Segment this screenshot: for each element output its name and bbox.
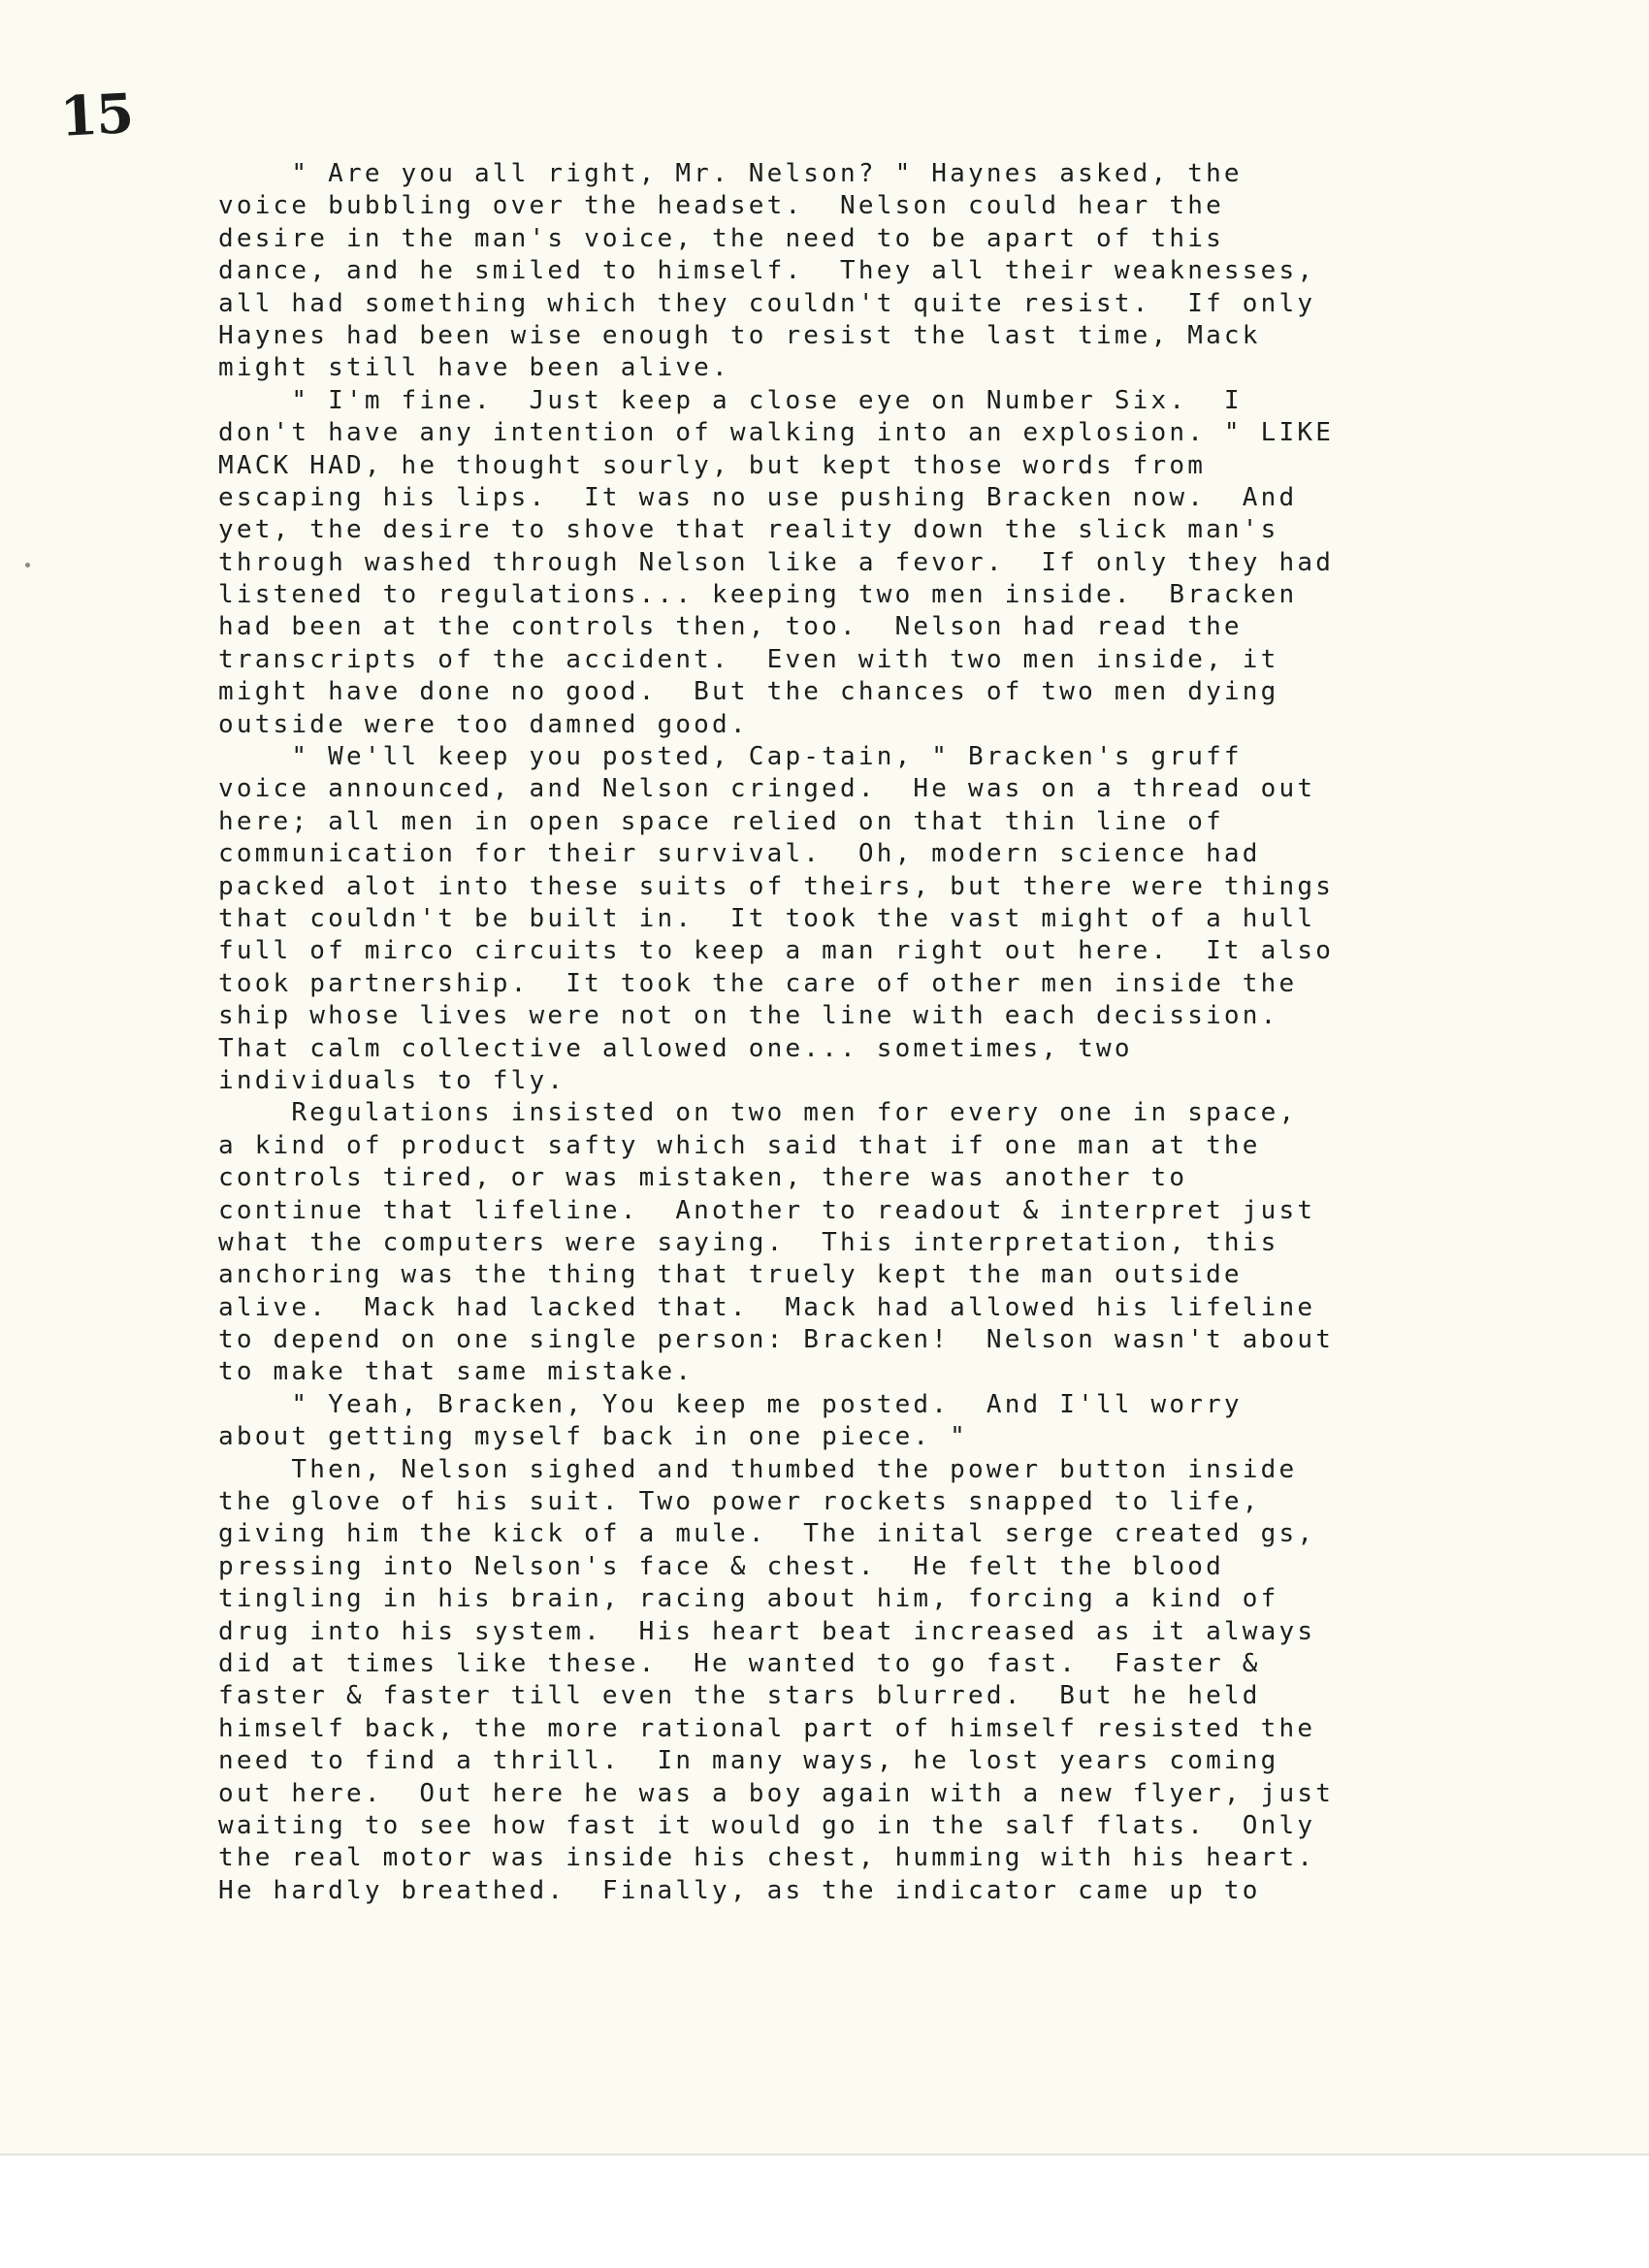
text-line: " I'm fine. Just keep a close eye on Number Six. I	[218, 385, 1243, 415]
text-line: did at times like these. He wanted to go fast. Faster &	[218, 1648, 1261, 1678]
text-line: out here. Out here he was a boy again with a new flyer, just	[218, 1778, 1335, 1808]
text-line: faster & faster till even the stars blurred. But he held	[218, 1681, 1261, 1711]
text-line: the glove of his suit. Two power rockets snapped to life,	[218, 1487, 1261, 1517]
text-line: controls tired, or was mistaken, there was another to	[218, 1163, 1188, 1193]
text-line: " We'll keep you posted, Cap-tain, " Bracken's gruff	[218, 742, 1243, 772]
text-line: continue that lifeline. Another to readout & interpret just	[218, 1195, 1316, 1225]
text-line: transcripts of the accident. Even with two men inside, it	[218, 644, 1279, 674]
text-line: himself back, the more rational part of himself resisted the	[218, 1713, 1316, 1743]
stray-mark	[25, 563, 30, 567]
text-line: took partnership. It took the care of other men inside the	[218, 968, 1298, 998]
text-line: voice announced, and Nelson cringed. He was on a thread out	[218, 774, 1316, 804]
text-line: all had something which they couldn't quite resist. If only	[218, 288, 1316, 318]
text-line: to make that same mistake.	[218, 1357, 695, 1387]
text-line: dance, and he smiled to himself. They all their weaknesses,	[218, 256, 1316, 286]
text-line: full of mirco circuits to keep a man right out here. It also	[218, 936, 1335, 966]
manuscript-body	[218, 158, 1440, 1907]
page-number: 15	[58, 81, 134, 149]
text-line: " Are you all right, Mr. Nelson? " Haynes asked, the	[218, 159, 1243, 188]
text-line: a kind of product safty which said that if one man at the	[218, 1130, 1261, 1160]
text-line: " Yeah, Bracken, You keep me posted. And I'll worry	[218, 1389, 1243, 1419]
scan-margin	[0, 2155, 1649, 2268]
text-line: tingling in his brain, racing about him, forcing a kind of	[218, 1584, 1279, 1614]
text-line: individuals to fly.	[218, 1065, 566, 1095]
text-line: MACK HAD, he thought sourly, but kept those words from	[218, 450, 1207, 480]
text-line: desire in the man's voice, the need to be apart of this	[218, 223, 1224, 253]
text-line: yet, the desire to shove that reality down the slick man's	[218, 515, 1279, 545]
text-line: waiting to see how fast it would go in the salf flats. Only	[218, 1810, 1316, 1840]
text-line: He hardly breathed. Finally, as the indicator came up to	[218, 1875, 1261, 1905]
text-line: drug into his system. His heart beat increased as it always	[218, 1616, 1316, 1646]
text-line: what the computers were saying. This interpretation, this	[218, 1227, 1279, 1257]
text-line: escaping his lips. It was no use pushing Bracken now. And	[218, 482, 1298, 512]
text-line: listened to regulations... keeping two men inside. Bracken	[218, 580, 1298, 610]
text-line: don't have any intention of walking into an explosion. " LIKE	[218, 418, 1335, 448]
text-line: about getting myself back in one piece. "	[218, 1422, 968, 1452]
text-line: Regulations insisted on two men for every one in space,	[218, 1098, 1298, 1128]
text-line: That calm collective allowed one... sometimes, two	[218, 1033, 1133, 1063]
text-line: might have done no good. But the chances of two men dying	[218, 677, 1279, 707]
text-line: to depend on one single person: Bracken! Nelson wasn't about	[218, 1325, 1335, 1355]
text-line: that couldn't be built in. It took the vast might of a hull	[218, 903, 1316, 933]
text-line: need to find a thrill. In many ways, he lost years coming	[218, 1746, 1279, 1776]
text-line: ship whose lives were not on the line with each decission.	[218, 1001, 1279, 1031]
text-line: voice bubbling over the headset. Nelson could hear the	[218, 191, 1224, 221]
text-line: pressing into Nelson's face & chest. He felt the blood	[218, 1551, 1224, 1581]
text-line: through washed through Nelson like a fevor. If only they had	[218, 547, 1335, 577]
text-line: outside were too damned good.	[218, 709, 749, 739]
text-line: packed alot into these suits of theirs, but there were things	[218, 871, 1335, 901]
text-line: communication for their survival. Oh, modern science had	[218, 839, 1261, 869]
text-line: had been at the controls then, too. Nelson had read the	[218, 612, 1243, 642]
text-line: anchoring was the thing that truely kept the man outside	[218, 1260, 1243, 1290]
text-line: giving him the kick of a mule. The inital serge created gs,	[218, 1519, 1316, 1549]
text-line: might still have been alive.	[218, 353, 730, 383]
text-line: Haynes had been wise enough to resist the last time, Mack	[218, 320, 1261, 350]
text-line: the real motor was inside his chest, humming with his heart.	[218, 1843, 1316, 1873]
text-line: alive. Mack had lacked that. Mack had allowed his lifeline	[218, 1292, 1316, 1322]
text-line: here; all men in open space relied on that thin line of	[218, 806, 1224, 836]
text-line: Then, Nelson sighed and thumbed the power button inside	[218, 1454, 1298, 1484]
